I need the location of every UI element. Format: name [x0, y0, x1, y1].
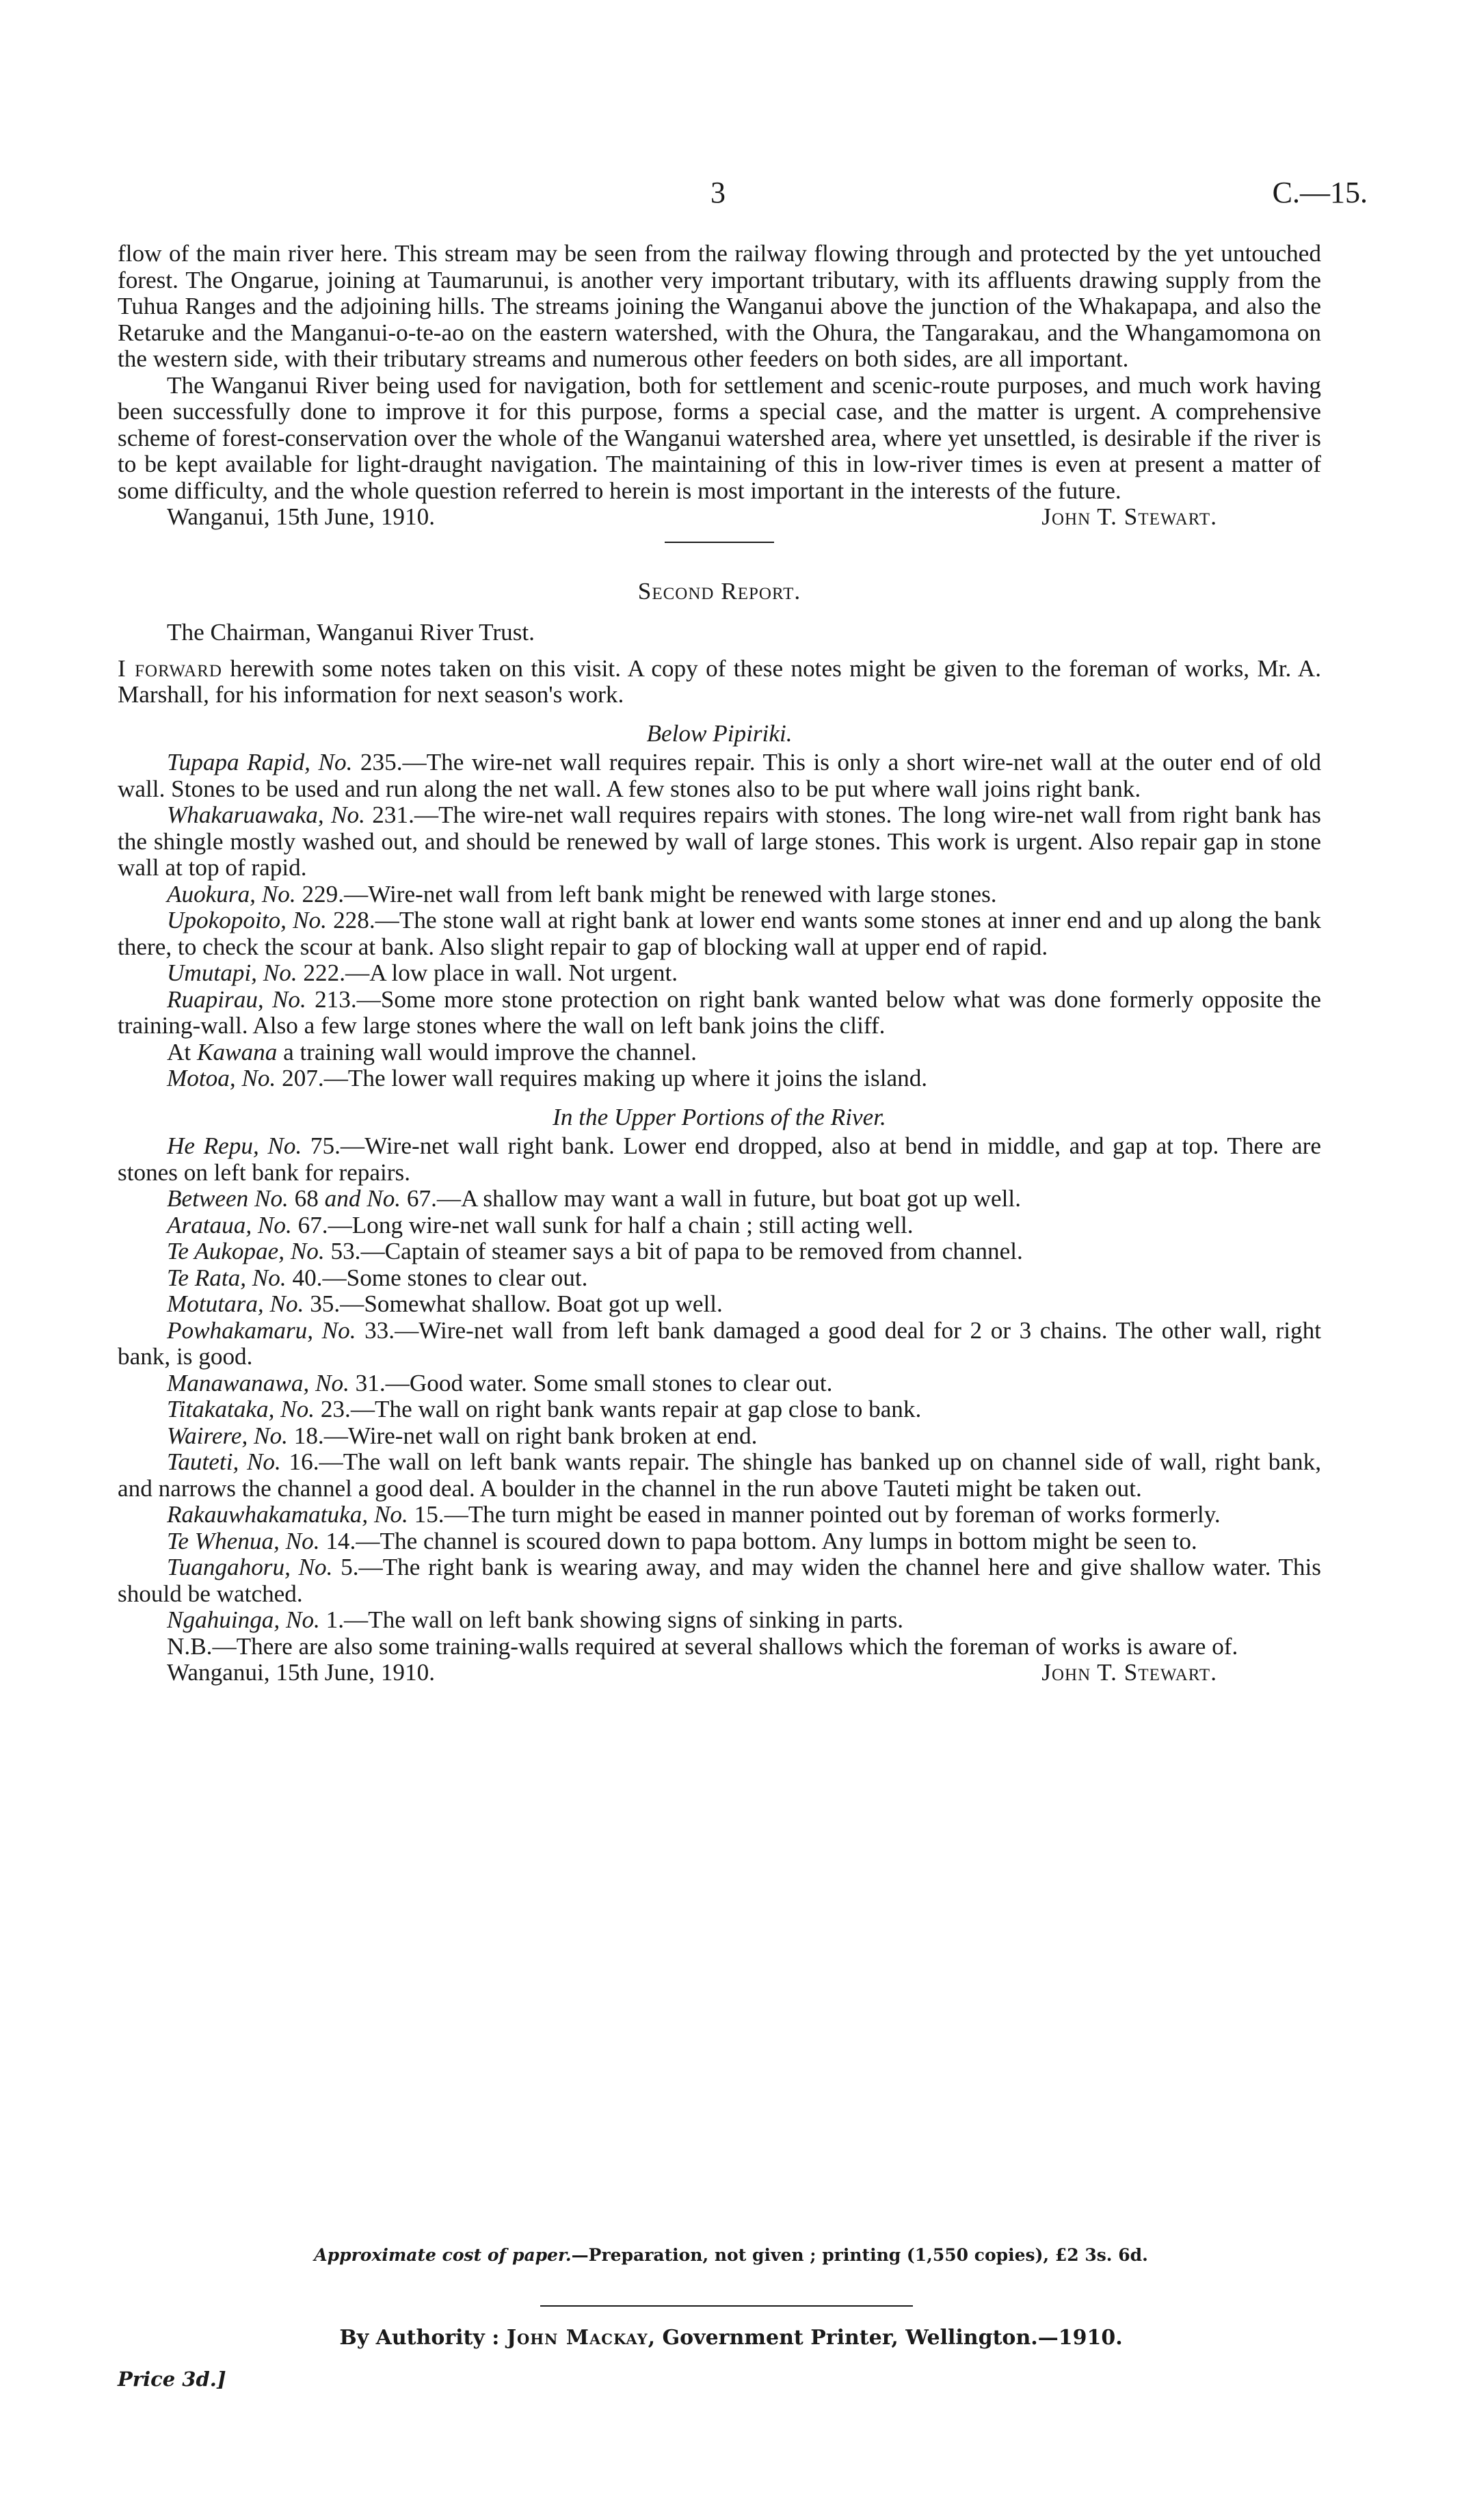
river-item: [118, 1423, 1321, 1450]
item-place-name: Ngahuinga, No.: [167, 1606, 320, 1633]
item-place-name: Auokura, No.: [167, 880, 296, 907]
authority-rest: , Government Printer, Wellington.—1910.: [648, 2326, 1123, 2350]
item-text: 229.—Wire-net wall from left bank might be renewed with large stones.: [295, 880, 997, 907]
cost-of-paper-note: [0, 2245, 1462, 2265]
upper-river-items: [118, 1133, 1321, 1634]
cost-text: —Preparation, not given ; printing (1,550 copies), £2 3s. 6d.: [571, 2245, 1148, 2265]
item-place-name: Kawana: [196, 1038, 278, 1065]
first-report-signature: John T. Stewart.: [1041, 503, 1217, 530]
item-text: 5.—The right bank is wearing away, and may widen the channel here and give shallow water. This should be watched.: [118, 1554, 1321, 1607]
river-item: [118, 881, 1321, 908]
river-item: [118, 1212, 1321, 1239]
cost-label: Approximate cost of paper.: [314, 2245, 572, 2265]
item-text: 18.—Wire-net wall on right bank broken at end.: [287, 1422, 758, 1449]
section-heading-upper-river: In the Upper Portions of the River.: [553, 1103, 886, 1130]
second-report-title: Second Report.: [637, 577, 801, 605]
river-item: [118, 1528, 1321, 1555]
river-item: [118, 750, 1321, 802]
river-item: [118, 1554, 1321, 1607]
item-text: 213.—Some more stone protection on right bank wanted below what was done formerly opposite the training-wall. Also a few large stones where the wall on left bank joins the cliff.: [118, 985, 1321, 1039]
intro-text: herewith some notes taken on this visit. A copy of these notes might be given to the foreman of works, Mr. A. Marshall, for his information for next season's work.: [118, 654, 1321, 708]
item-text: 35.—Somewhat shallow. Boat got up well.: [304, 1290, 723, 1317]
printer-authority-line: [0, 2326, 1462, 2350]
item-text: 15.—The turn might be eased in manner pointed out by foreman of works formerly.: [408, 1501, 1221, 1528]
section-heading-below-pipiriki: Below Pipiriki.: [646, 719, 793, 747]
section-divider: [665, 542, 774, 543]
item-place-name: Tupapa Rapid, No.: [167, 749, 353, 775]
item-place-name: Motoa, No.: [167, 1065, 276, 1091]
item-place-name: Umutapi, No.: [167, 959, 297, 986]
below-pipiriki-items: [118, 750, 1321, 1092]
river-item: [118, 1449, 1321, 1502]
item-place-name: Between No.: [167, 1185, 289, 1212]
item-place-name: He Repu, No.: [167, 1132, 302, 1159]
item-place-name: Rakauwhakamatuka, No.: [167, 1501, 408, 1528]
price-note: Price 3d.]: [118, 2368, 226, 2391]
item-place-name: Whakaruawaka, No.: [167, 801, 365, 828]
item-text: 23.—The wall on right bank wants repair at gap close to bank.: [315, 1396, 922, 1422]
item-text: 68: [288, 1185, 325, 1212]
item-place-name: Te Rata, No.: [167, 1264, 287, 1291]
document-reference: C.—15.: [1272, 176, 1368, 209]
footer-divider: [540, 2305, 913, 2307]
item-place-name: Upokopoito, No.: [167, 907, 327, 933]
item-text: 222.—A low place in wall. Not urgent.: [297, 959, 678, 986]
item-place-name: Tauteti, No.: [167, 1448, 281, 1475]
river-item: [118, 1291, 1321, 1318]
item-text: 235.—The wire-net wall requires repair. This is only a short wire-net wall at the outer end of old wall. Stones to be used and run along the net wall. A few stones also to be put where wall joins right bank.: [118, 749, 1321, 802]
item-text: 75.—Wire-net wall right bank. Lower end dropped, also at bend in middle, and gap at top. There are stones on left bank for repairs.: [118, 1132, 1321, 1186]
river-item: [118, 987, 1321, 1039]
river-item: [118, 1186, 1321, 1212]
river-item: [118, 1370, 1321, 1397]
item-text: 231.—The wire-net wall requires repairs with stones. The long wire-net wall from right bank has the shingle mostly washed out, and should be renewed by wall of large stones. This work is urgent. Also repair gap in stone wall at top of rapid.: [118, 801, 1321, 881]
item-text: 207.—The lower wall requires making up where it joins the island.: [276, 1065, 928, 1091]
item-place-name-2: and No.: [324, 1185, 401, 1212]
river-item: [118, 1065, 1321, 1092]
river-item: [118, 802, 1321, 881]
item-text: 228.—The stone wall at right bank at lower end wants some stones at inner end and up along the bank there, to check the scour at bank. Also slight repair to gap of blocking wall at upper end of rapid.: [118, 907, 1321, 960]
river-item: [118, 1238, 1321, 1265]
first-report-place-date: Wanganui, 15th June, 1910.: [167, 503, 435, 530]
item-text: 53.—Captain of steamer says a bit of papa to be removed from channel.: [324, 1238, 1023, 1264]
item-place-name: Titakataka, No.: [167, 1396, 315, 1422]
nota-bene: N.B.—There are also some training-walls required at several shallows which the foreman of works is aware of.: [167, 1632, 1238, 1660]
first-report-paragraph-1: flow of the main river here. This stream may be seen from the railway flowing through and protected by the yet untouched forest. The Ongarue, joining at Taumarunui, is another very important tributary, with its affluents drawing supply from the Tuhua Ranges and the adjoining hills. The streams joining the Wanganui above the junction of the Whakapapa, and also the Retaruke and the Manganui-o-te-ao on the eastern watershed, with the Ohura, the Tangarakau, and the Whangamomona on the western side, with their tributary streams and numerous other feeders on both sides, are all important.: [118, 240, 1321, 372]
item-place-name: Wairere, No.: [167, 1422, 288, 1449]
river-item: [118, 1039, 1321, 1066]
item-text-2: 67.—A shallow may want a wall in future, but boat got up well.: [401, 1185, 1021, 1212]
page-number: 3: [710, 176, 726, 209]
river-item: [118, 1265, 1321, 1292]
authority-lead: By Authority :: [339, 2326, 507, 2350]
river-item: [118, 1133, 1321, 1186]
item-place-name: Te Whenua, No.: [167, 1527, 320, 1554]
item-place-name: Te Aukopae, No.: [167, 1238, 325, 1264]
river-item: [118, 1318, 1321, 1370]
item-text: 67.—Long wire-net wall sunk for half a chain ; still acting well.: [291, 1211, 914, 1238]
second-report-place-date: Wanganui, 15th June, 1910.: [167, 1659, 435, 1686]
second-report-signature-line: [118, 1660, 1321, 1686]
item-place-name: Tuangahoru, No.: [167, 1554, 333, 1580]
item-text: 16.—The wall on left bank wants repair. The shingle has banked up on channel side of wall, right bank, and narrows the channel a good deal. A boulder in the channel in the run above Tauteti might be taken out.: [118, 1448, 1321, 1502]
river-item: [118, 1396, 1321, 1423]
second-report-signature: John T. Stewart.: [1041, 1659, 1217, 1686]
item-place-name: Motutara, No.: [167, 1290, 304, 1317]
item-text: 1.—The wall on left bank showing signs of sinking in parts.: [319, 1606, 904, 1633]
river-item: [118, 1502, 1321, 1528]
report-body: [118, 241, 1321, 1686]
item-place-name: Manawanawa, No.: [167, 1369, 349, 1396]
item-place-name: Ruapirau, No.: [167, 985, 306, 1013]
river-item: [118, 907, 1321, 960]
item-text: 40.—Some stones to clear out.: [286, 1264, 588, 1291]
intro-lead-words: I forward: [118, 654, 222, 682]
item-place-name: Arataua, No.: [167, 1211, 292, 1238]
first-report-paragraph-2: The Wanganui River being used for navigation, both for settlement and scenic-route purposes, and much work having been successfully done to improve it for this purpose, forms a special case, and the matter is urgent. A comprehensive scheme of forest-conservation over the whole of the Wanganui watershed area, where yet unsettled, is desirable if the river is to be kept available for light-draught navigation. The maintaining of this in low-river times is even at present a matter of some difficulty, and the whole question referred to herein is most important in the interests of the future.: [118, 371, 1321, 504]
item-prefix: At: [167, 1038, 197, 1065]
item-place-name: Powhakamaru, No.: [167, 1316, 356, 1344]
river-item: [118, 1607, 1321, 1634]
item-text: 33.—Wire-net wall from left bank damaged a good deal for 2 or 3 chains. The other wall, right bank, is good.: [118, 1316, 1322, 1370]
printer-name: John Mackay: [506, 2326, 648, 2350]
second-report-intro: [118, 656, 1321, 708]
item-text: 14.—The channel is scoured down to papa bottom. Any lumps in bottom might be seen to.: [319, 1527, 1197, 1554]
second-report-addressee: The Chairman, Wanganui River Trust.: [167, 619, 535, 646]
item-text: a training wall would improve the channel.: [277, 1038, 697, 1065]
first-report-signature-line: [118, 504, 1321, 531]
river-item: [118, 960, 1321, 987]
item-text: 31.—Good water. Some small stones to clear out.: [349, 1369, 833, 1396]
